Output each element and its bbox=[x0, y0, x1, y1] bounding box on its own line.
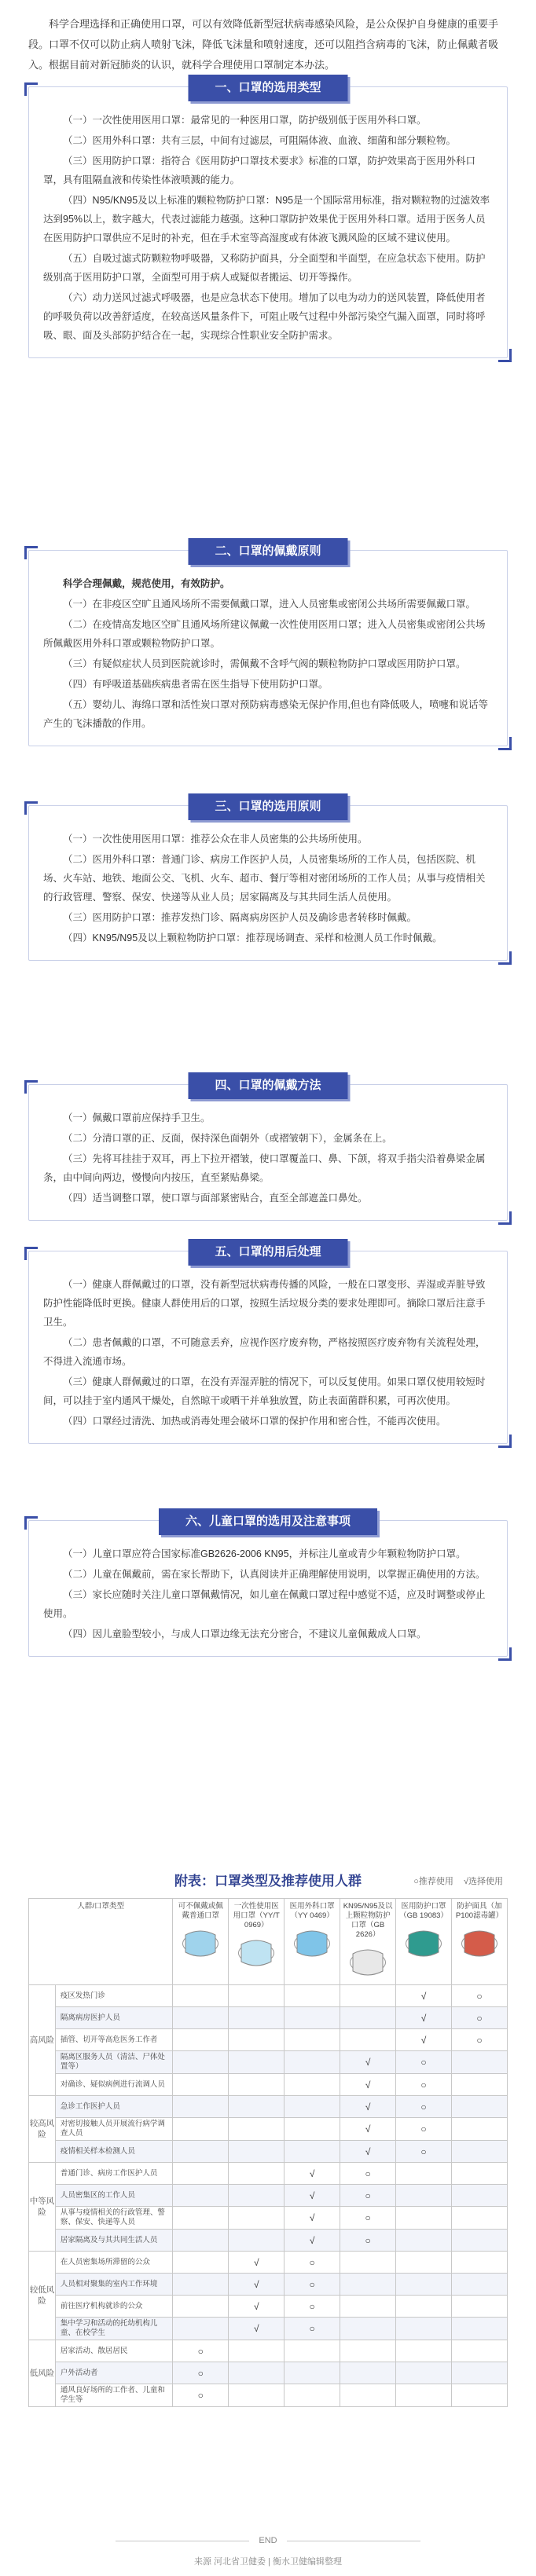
recommendation-mark bbox=[340, 2384, 396, 2407]
table-row bbox=[29, 2340, 508, 2362]
column-header-label: 医用防护口罩（GB 19083） bbox=[399, 1902, 448, 1920]
population-label: 插管、切开等高危医务工作者 bbox=[55, 2029, 172, 2051]
recommendation-mark: ○ bbox=[173, 2340, 229, 2362]
legend-possible: ○推荐使用 bbox=[413, 1877, 453, 1886]
recommendation-mark: √ bbox=[396, 2007, 452, 2029]
recommendation-mark bbox=[229, 2007, 285, 2029]
section-title: 一、口罩的选用类型 bbox=[188, 75, 347, 101]
recommendation-mark: ○ bbox=[285, 2252, 340, 2274]
recommendation-mark: ○ bbox=[452, 2029, 508, 2051]
section-paragraph: （二）医用外科口罩：共有三层，中间有过滤层，可阻隔体液、血液、细菌和部分颗粒物。 bbox=[63, 135, 457, 146]
section-paragraph: （二）医用外科口罩：普通门诊、病房工作医护人员，人员密集场所的工作人员，包括医院、机场、火车站、地铁、地面公交、飞机、火车、超市、餐厅等相对密闭场所的工作人员；从事与疫情相关的行政管理、警察、保安、快递等从业人员；居家隔离及与其共同生活人员使用。 bbox=[43, 854, 486, 903]
population-label: 前往医疗机构就诊的公众 bbox=[55, 2296, 172, 2318]
recommendation-mark bbox=[285, 2051, 340, 2074]
population-label: 集中学习和活动的托幼机构儿童、在校学生 bbox=[55, 2318, 172, 2340]
mask-image-icon bbox=[347, 1944, 389, 1981]
mask-image-icon bbox=[402, 1926, 445, 1962]
recommendation-mark: ○ bbox=[396, 2118, 452, 2141]
table-row bbox=[29, 2141, 508, 2163]
end-marker bbox=[0, 2536, 536, 2545]
section-body bbox=[29, 1251, 507, 1443]
recommendation-mark bbox=[452, 2096, 508, 2118]
population-label: 人员密集区的工作人员 bbox=[55, 2185, 172, 2207]
recommendation-mark: √ bbox=[340, 2051, 396, 2074]
column-header-label: 可不佩戴或佩戴普通口罩 bbox=[178, 1902, 223, 1920]
section-title: 六、儿童口罩的选用及注意事项 bbox=[159, 1508, 377, 1535]
mask-image-icon bbox=[179, 1926, 222, 1962]
section-2 bbox=[28, 544, 508, 746]
section-paragraph: （三）先将耳挂挂于双耳，再上下拉开褶皱，使口罩覆盖口、鼻、下颌，将双手指尖沿着鼻梁金属条，由中间向两边，慢慢向内按压，直至紧贴鼻梁。 bbox=[43, 1153, 486, 1183]
recommendation-mark bbox=[396, 2207, 452, 2230]
column-header-label: 一次性使用医用口罩（YY/T 0969） bbox=[233, 1902, 280, 1929]
recommendation-mark bbox=[396, 2163, 452, 2185]
recommendation-mark bbox=[340, 2274, 396, 2296]
recommendation-mark: ○ bbox=[452, 2007, 508, 2029]
risk-group-label: 较低风险 bbox=[29, 2252, 56, 2340]
table-row bbox=[29, 1985, 508, 2007]
population-label: 隔离区服务人员（清洁、尸体处置等） bbox=[55, 2051, 172, 2074]
section-paragraph: （五）婴幼儿、海绵口罩和活性炭口罩对预防病毒感染无保护作用,但也有降低吸人，喷嚏和说话等产生的飞沫播散的作用。 bbox=[43, 699, 488, 729]
recommendation-mark bbox=[173, 2007, 229, 2029]
column-header bbox=[285, 1899, 340, 1985]
recommendation-mark bbox=[452, 2118, 508, 2141]
section-paragraph: （二）儿童在佩戴前，需在家长帮助下，认真阅读并正确理解使用说明，以掌握正确使用的方法。 bbox=[63, 1569, 486, 1580]
recommendation-mark bbox=[173, 2318, 229, 2340]
recommendation-mark bbox=[229, 2118, 285, 2141]
recommendation-mark bbox=[229, 2029, 285, 2051]
table-row bbox=[29, 2296, 508, 2318]
recommendation-mark: √ bbox=[285, 2230, 340, 2252]
recommendation-mark bbox=[285, 2074, 340, 2096]
recommendation-mark: ○ bbox=[285, 2318, 340, 2340]
recommendation-mark bbox=[173, 2051, 229, 2074]
recommendation-mark: √ bbox=[229, 2296, 285, 2318]
section-title: 三、口罩的选用原则 bbox=[188, 793, 347, 820]
recommendation-mark: ○ bbox=[396, 2096, 452, 2118]
end-text: END bbox=[259, 2536, 277, 2545]
recommendation-mark bbox=[173, 2141, 229, 2163]
recommendation-mark bbox=[229, 2141, 285, 2163]
recommendation-mark bbox=[396, 2230, 452, 2252]
column-header-label: 人群/口罩类型 bbox=[77, 1902, 124, 1911]
recommendation-mark: ○ bbox=[396, 2074, 452, 2096]
recommendation-mark bbox=[229, 2074, 285, 2096]
recommendation-mark bbox=[229, 2051, 285, 2074]
recommendation-mark: √ bbox=[229, 2252, 285, 2274]
recommendation-mark bbox=[173, 2074, 229, 2096]
recommendation-mark: √ bbox=[285, 2207, 340, 2230]
recommendation-mark bbox=[396, 2185, 452, 2207]
recommendation-mark bbox=[285, 2384, 340, 2407]
recommendation-mark bbox=[452, 2163, 508, 2185]
recommendation-mark: √ bbox=[229, 2274, 285, 2296]
table-row bbox=[29, 2362, 508, 2384]
section-title: 五、口罩的用后处理 bbox=[188, 1239, 347, 1266]
recommendation-mark bbox=[285, 2007, 340, 2029]
recommendation-mark bbox=[173, 2274, 229, 2296]
population-label: 在人员密集场所滞留的公众 bbox=[55, 2252, 172, 2274]
section-paragraph: （一）儿童口罩应符合国家标准GB2626-2006 KN95，并标注儿童或青少年颗粒物防护口罩。 bbox=[63, 1548, 466, 1559]
recommendation-mark: ○ bbox=[340, 2163, 396, 2185]
section-paragraph: （四）口罩经过清洗、加热或消毒处理会破坏口罩的保护作用和密合性，不能再次使用。 bbox=[63, 1416, 446, 1427]
recommendation-mark bbox=[452, 2185, 508, 2207]
section-paragraph: （六）动力送风过滤式呼吸器，也是应急状态下使用。增加了以电为动力的送风装置，降低使用者的呼吸负荷以改善舒适度，在较高送风量条件下，可阻止吸气过程中外部污染空气漏入面罩，同时将呼吸、眼、面及头部防护结合在一起，实现综合性职业安全防护需求。 bbox=[43, 292, 486, 341]
appendix-title: 附表：口罩类型及推荐使用人群 bbox=[174, 1874, 362, 1889]
section-body bbox=[29, 1085, 507, 1220]
section-title: 四、口罩的佩戴方法 bbox=[188, 1072, 347, 1099]
recommendation-mark bbox=[340, 2296, 396, 2318]
table-row bbox=[29, 2007, 508, 2029]
column-header bbox=[452, 1899, 508, 1985]
recommendation-mark bbox=[229, 2340, 285, 2362]
recommendation-mark bbox=[229, 2163, 285, 2185]
mask-image-icon bbox=[291, 1926, 333, 1962]
population-label: 急诊工作医护人员 bbox=[55, 2096, 172, 2118]
recommendation-mark bbox=[396, 2252, 452, 2274]
recommendation-mark: ○ bbox=[340, 2230, 396, 2252]
section-paragraph: （一）在非疫区空旷且通风场所不需要佩戴口罩，进入人员密集或密闭公共场所需要佩戴口罩。 bbox=[63, 599, 476, 610]
population-label: 疫情相关样本检测人员 bbox=[55, 2141, 172, 2163]
population-label: 通风良好场所的工作者、儿童和学生等 bbox=[55, 2384, 172, 2407]
section-body bbox=[29, 806, 507, 960]
recommendation-mark bbox=[452, 2296, 508, 2318]
recommendation-mark bbox=[340, 2340, 396, 2362]
recommendation-mark bbox=[452, 2051, 508, 2074]
table-row bbox=[29, 2118, 508, 2141]
recommendation-mark bbox=[396, 2296, 452, 2318]
recommendation-mark bbox=[229, 1985, 285, 2007]
section-3 bbox=[28, 800, 508, 961]
legend-recommended: √选择使用 bbox=[463, 1877, 503, 1886]
appendix-table bbox=[28, 1870, 508, 2407]
section-body bbox=[29, 551, 507, 746]
recommendation-mark bbox=[285, 2362, 340, 2384]
population-label: 从事与疫情相关的行政管理、警察、保安、快递等人员 bbox=[55, 2207, 172, 2230]
mask-image-icon bbox=[235, 1935, 277, 1971]
recommendation-mark bbox=[173, 2096, 229, 2118]
table-row bbox=[29, 2051, 508, 2074]
recommendation-mark: √ bbox=[340, 2096, 396, 2118]
table-row bbox=[29, 2274, 508, 2296]
recommendation-mark bbox=[340, 1985, 396, 2007]
risk-group-label: 低风险 bbox=[29, 2340, 56, 2407]
recommendation-mark bbox=[452, 2252, 508, 2274]
recommendation-mark: √ bbox=[340, 2074, 396, 2096]
recommendation-mark bbox=[173, 2029, 229, 2051]
population-label: 户外活动者 bbox=[55, 2362, 172, 2384]
recommendation-mark: √ bbox=[396, 1985, 452, 2007]
recommendation-mark bbox=[173, 2185, 229, 2207]
column-header-label: 医用外科口罩（YY 0469） bbox=[289, 1902, 335, 1920]
recommendation-mark bbox=[229, 2185, 285, 2207]
section-paragraph: （一）健康人群佩戴过的口罩，没有新型冠状病毒传播的风险，一般在口罩变形、弄湿或弄脏导致防护性能降低时更换。健康人群使用后的口罩，按照生活垃圾分类的要求处理即可。摘除口罩后注意手卫生。 bbox=[43, 1279, 486, 1328]
section-paragraph: （一）一次性使用医用口罩：最常见的一种医用口罩，防护级别低于医用外科口罩。 bbox=[63, 115, 427, 126]
section-paragraph: （四）KN95/N95及以上颗粒物防护口罩：推荐现场调查、采样和检测人员工作时佩戴。 bbox=[63, 933, 442, 944]
column-header bbox=[29, 1899, 173, 1985]
population-label: 对密切接触人员开展流行病学调查人员 bbox=[55, 2118, 172, 2141]
column-header-label: KN95/N95及以上颗粒物防护口罩（GB 2626） bbox=[343, 1902, 393, 1939]
population-label: 普通门诊、病房工作医护人员 bbox=[55, 2163, 172, 2185]
recommendation-mark bbox=[285, 2029, 340, 2051]
recommendation-mark bbox=[452, 2141, 508, 2163]
column-header-label: 防护面具（加P100滤毒罐） bbox=[455, 1902, 504, 1920]
table-row bbox=[29, 2384, 508, 2407]
mask-type-table bbox=[28, 1898, 508, 2407]
section-paragraph: （四）N95/KN95及以上标准的颗粒物防护口罩：N95是一个国际常用标准，指对颗粒物的过滤效率达到95%以上，数字越大，代表过滤能力越强。这种口罩防护效果优于医用外科口罩。适用于医务人员在医用防护口罩供应不足时的补充，但在手术室等高湿度或有体液飞溅风险的区域不建议使用。 bbox=[43, 195, 490, 244]
recommendation-mark bbox=[229, 2362, 285, 2384]
table-row bbox=[29, 2252, 508, 2274]
section-paragraph: （二）患者佩戴的口罩，不可随意丢弃，应视作医疗废弃物，严格按照医疗废弃物有关流程处理，不得进入流通市场。 bbox=[43, 1337, 486, 1367]
section-4 bbox=[28, 1079, 508, 1221]
recommendation-mark: ○ bbox=[285, 2296, 340, 2318]
recommendation-mark bbox=[452, 2340, 508, 2362]
population-label: 隔离病房医护人员 bbox=[55, 2007, 172, 2029]
population-label: 居家隔离及与其共同生活人员 bbox=[55, 2230, 172, 2252]
recommendation-mark bbox=[452, 2384, 508, 2407]
section-body bbox=[29, 1521, 507, 1656]
recommendation-mark: ○ bbox=[285, 2274, 340, 2296]
column-header bbox=[229, 1899, 285, 1985]
recommendation-mark bbox=[229, 2096, 285, 2118]
population-label: 疫区发热门诊 bbox=[55, 1985, 172, 2007]
recommendation-mark bbox=[285, 1985, 340, 2007]
recommendation-mark bbox=[173, 2252, 229, 2274]
section-paragraph: （一）佩戴口罩前应保持手卫生。 bbox=[63, 1112, 211, 1123]
section-title: 二、口罩的佩戴原则 bbox=[188, 538, 347, 565]
table-row bbox=[29, 2207, 508, 2230]
table-row bbox=[29, 2029, 508, 2051]
recommendation-mark: √ bbox=[340, 2118, 396, 2141]
recommendation-mark: ○ bbox=[452, 1985, 508, 2007]
recommendation-mark bbox=[340, 2007, 396, 2029]
section-5 bbox=[28, 1245, 508, 1444]
section-paragraph: （二）分清口罩的正、反面，保持深色面朝外（或褶皱朝下），金属条在上。 bbox=[63, 1133, 392, 1144]
section-paragraph: （四）因儿童脸型较小，与成人口罩边缘无法充分密合，不建议儿童佩戴成人口罩。 bbox=[63, 1629, 427, 1640]
mask-image-icon bbox=[458, 1926, 501, 1962]
recommendation-mark: √ bbox=[340, 2141, 396, 2163]
recommendation-mark bbox=[396, 2274, 452, 2296]
risk-group-label: 中等风险 bbox=[29, 2163, 56, 2252]
recommendation-mark bbox=[396, 2340, 452, 2362]
source-credit: 来源 河北省卫健委 | 衡水卫健编辑整理 bbox=[193, 2557, 343, 2567]
section-paragraph: （三）有疑似症状人员到医院就诊时，需佩戴不含呼气阀的颗粒物防护口罩或医用防护口罩。 bbox=[63, 658, 466, 669]
recommendation-mark bbox=[173, 2163, 229, 2185]
recommendation-mark: ○ bbox=[340, 2185, 396, 2207]
section-paragraph: （三）医用防护口罩：指符合《医用防护口罩技术要求》标准的口罩，防护效果高于医用外科口罩，具有阻隔血液和传染性体液喷溅的能力。 bbox=[43, 156, 476, 185]
recommendation-mark bbox=[229, 2207, 285, 2230]
recommendation-mark: √ bbox=[396, 2029, 452, 2051]
intro-paragraph: 科学合理选择和正确使用口罩，可以有效降低新型冠状病毒感染风险，是公众保护自身健康的重要手段。口罩不仅可以防止病人喷射飞沫，降低飞沫量和喷射速度，还可以阻挡含病毒的飞沫，防止佩戴者吸入。根据目前对新冠肺炎的认识，就科学合理使用口罩制定本办法。 bbox=[28, 18, 499, 71]
risk-group-label: 高风险 bbox=[29, 1985, 56, 2096]
table-row bbox=[29, 2230, 508, 2252]
section-6 bbox=[28, 1515, 508, 1657]
appendix-legend bbox=[406, 1874, 503, 1887]
recommendation-mark bbox=[285, 2141, 340, 2163]
recommendation-mark bbox=[396, 2362, 452, 2384]
recommendation-mark bbox=[452, 2207, 508, 2230]
recommendation-mark bbox=[340, 2029, 396, 2051]
table-row bbox=[29, 2096, 508, 2118]
section-body bbox=[29, 87, 507, 357]
recommendation-mark bbox=[285, 2096, 340, 2118]
recommendation-mark bbox=[173, 2118, 229, 2141]
recommendation-mark bbox=[396, 2384, 452, 2407]
recommendation-mark bbox=[173, 1985, 229, 2007]
column-header bbox=[173, 1899, 229, 1985]
recommendation-mark bbox=[285, 2118, 340, 2141]
recommendation-mark: √ bbox=[229, 2318, 285, 2340]
table-row bbox=[29, 2074, 508, 2096]
recommendation-mark bbox=[229, 2230, 285, 2252]
recommendation-mark bbox=[229, 2384, 285, 2407]
recommendation-mark bbox=[452, 2318, 508, 2340]
recommendation-mark bbox=[173, 2230, 229, 2252]
recommendation-mark bbox=[452, 2274, 508, 2296]
recommendation-mark: ○ bbox=[396, 2141, 452, 2163]
section-paragraph: （三）医用防护口罩：推荐发热门诊、隔离病房医护人员及确诊患者转移时佩戴。 bbox=[63, 912, 417, 923]
recommendation-mark bbox=[452, 2074, 508, 2096]
section-paragraph: 科学合理佩戴，规范使用，有效防护。 bbox=[63, 578, 230, 589]
population-label: 居家活动、散居居民 bbox=[55, 2340, 172, 2362]
recommendation-mark bbox=[340, 2252, 396, 2274]
section-paragraph: （五）自吸过滤式防颗粒物呼吸器，又称防护面具，分全面型和半面型，在应急状态下使用。防护级别高于医用防护口罩，全面型可用于病人或疑似者搬运、切开等操作。 bbox=[43, 253, 486, 283]
recommendation-mark: √ bbox=[285, 2185, 340, 2207]
section-paragraph: （三）健康人群佩戴过的口罩，在没有弄湿弄脏的情况下，可以反复使用。如果口罩仅使用较短时间，可以挂于室内通风干燥处，自然晾干或晒干并单独放置，防止表面菌群积累，可再次使用。 bbox=[43, 1376, 486, 1406]
recommendation-mark: ○ bbox=[173, 2362, 229, 2384]
section-1 bbox=[28, 81, 508, 358]
population-label: 人员相对聚集的室内工作环境 bbox=[55, 2274, 172, 2296]
population-label: 对确诊、疑似病例进行流调人员 bbox=[55, 2074, 172, 2096]
table-row bbox=[29, 2185, 508, 2207]
recommendation-mark bbox=[285, 2340, 340, 2362]
table-row bbox=[29, 2163, 508, 2185]
recommendation-mark: ○ bbox=[340, 2207, 396, 2230]
recommendation-mark: ○ bbox=[396, 2051, 452, 2074]
recommendation-mark bbox=[452, 2362, 508, 2384]
section-paragraph: （三）家长应随时关注儿童口罩佩戴情况，如儿童在佩戴口罩过程中感觉不适，应及时调整或停止使用。 bbox=[43, 1589, 486, 1619]
risk-group-label: 较高风险 bbox=[29, 2096, 56, 2163]
recommendation-mark bbox=[173, 2207, 229, 2230]
recommendation-mark bbox=[340, 2362, 396, 2384]
recommendation-mark bbox=[340, 2318, 396, 2340]
section-paragraph: （二）在疫情高发地区空旷且通风场所建议佩戴一次性使用医用口罩；进入人员密集或密闭公共场所佩戴医用外科口罩或颗粒物防护口罩。 bbox=[43, 619, 486, 649]
section-paragraph: （四）适当调整口罩，使口罩与面部紧密贴合，直至全部遮盖口鼻处。 bbox=[63, 1193, 368, 1204]
column-header bbox=[340, 1899, 396, 1985]
recommendation-mark bbox=[173, 2296, 229, 2318]
table-row bbox=[29, 2318, 508, 2340]
section-paragraph: （四）有呼吸道基础疾病患者需在医生指导下使用防护口罩。 bbox=[63, 679, 329, 690]
recommendation-mark bbox=[452, 2230, 508, 2252]
column-header bbox=[396, 1899, 452, 1985]
section-paragraph: （一）一次性使用医用口罩：推荐公众在非人员密集的公共场所使用。 bbox=[63, 834, 368, 845]
recommendation-mark: ○ bbox=[173, 2384, 229, 2407]
recommendation-mark: √ bbox=[285, 2163, 340, 2185]
recommendation-mark bbox=[396, 2318, 452, 2340]
